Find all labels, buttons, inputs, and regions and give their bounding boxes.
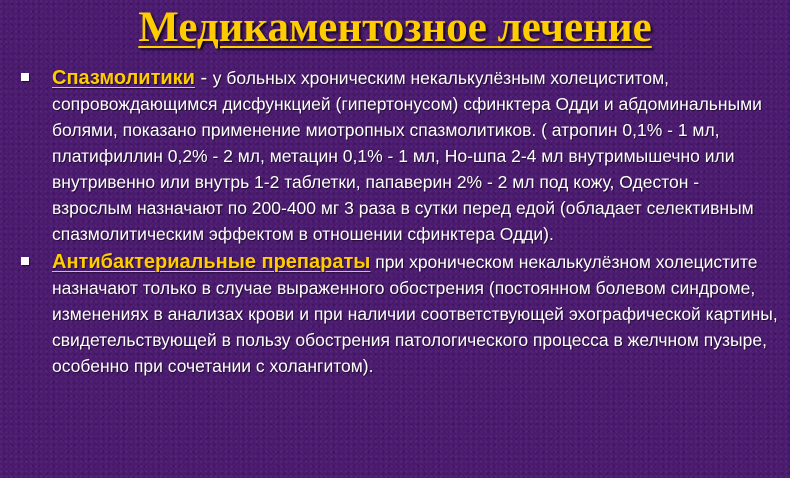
- bullet-text: у больных хроническим некалькулёзным холециститом, сопровождающимся дисфункцией (гипертонусом) сфинктера Одди и абдоминальными болями, показано применение миотропных спазмолитиков. ( атропин 0,1% - 1 мл, платифиллин 0,2% - 2 мл, метацин 0,1% - 1 мл, Но-шпа 2-4 мл внутримышечно или внутривенно или внутрь 1-2 таблетки, папаверин 2% - 2 мл под кожу, Одестон - взрослым назначают по 200-400 мг 3 раза в сутки перед едой (обладает селективным спазмолитическим эффектом в отношении сфинктера Одди).: [52, 68, 762, 244]
- bullet-separator: -: [194, 67, 213, 89]
- square-bullet-icon: [21, 73, 29, 81]
- bullet-term: Антибактериальные препараты: [52, 251, 371, 273]
- slide-title: Медикаментозное лечение: [138, 4, 652, 51]
- square-bullet-icon: [21, 257, 29, 265]
- bullet-item-antibacterial: [0, 249, 790, 379]
- bullet-list: [0, 65, 790, 379]
- bullet-text: при хроническом некалькулёзном холецистите назначают только в случае выраженного обострения (постоянном болевом синдроме, изменениях в анализах крови и при наличии соответствующей эхографической картины, свидетельствующей в пользу обострения патологического процесса в желчном пузыре, особенно при сочетании с холангитом).: [52, 252, 778, 376]
- bullet-term: Спазмолитики: [52, 67, 195, 89]
- bullet-item-spasmolytics: [0, 65, 790, 247]
